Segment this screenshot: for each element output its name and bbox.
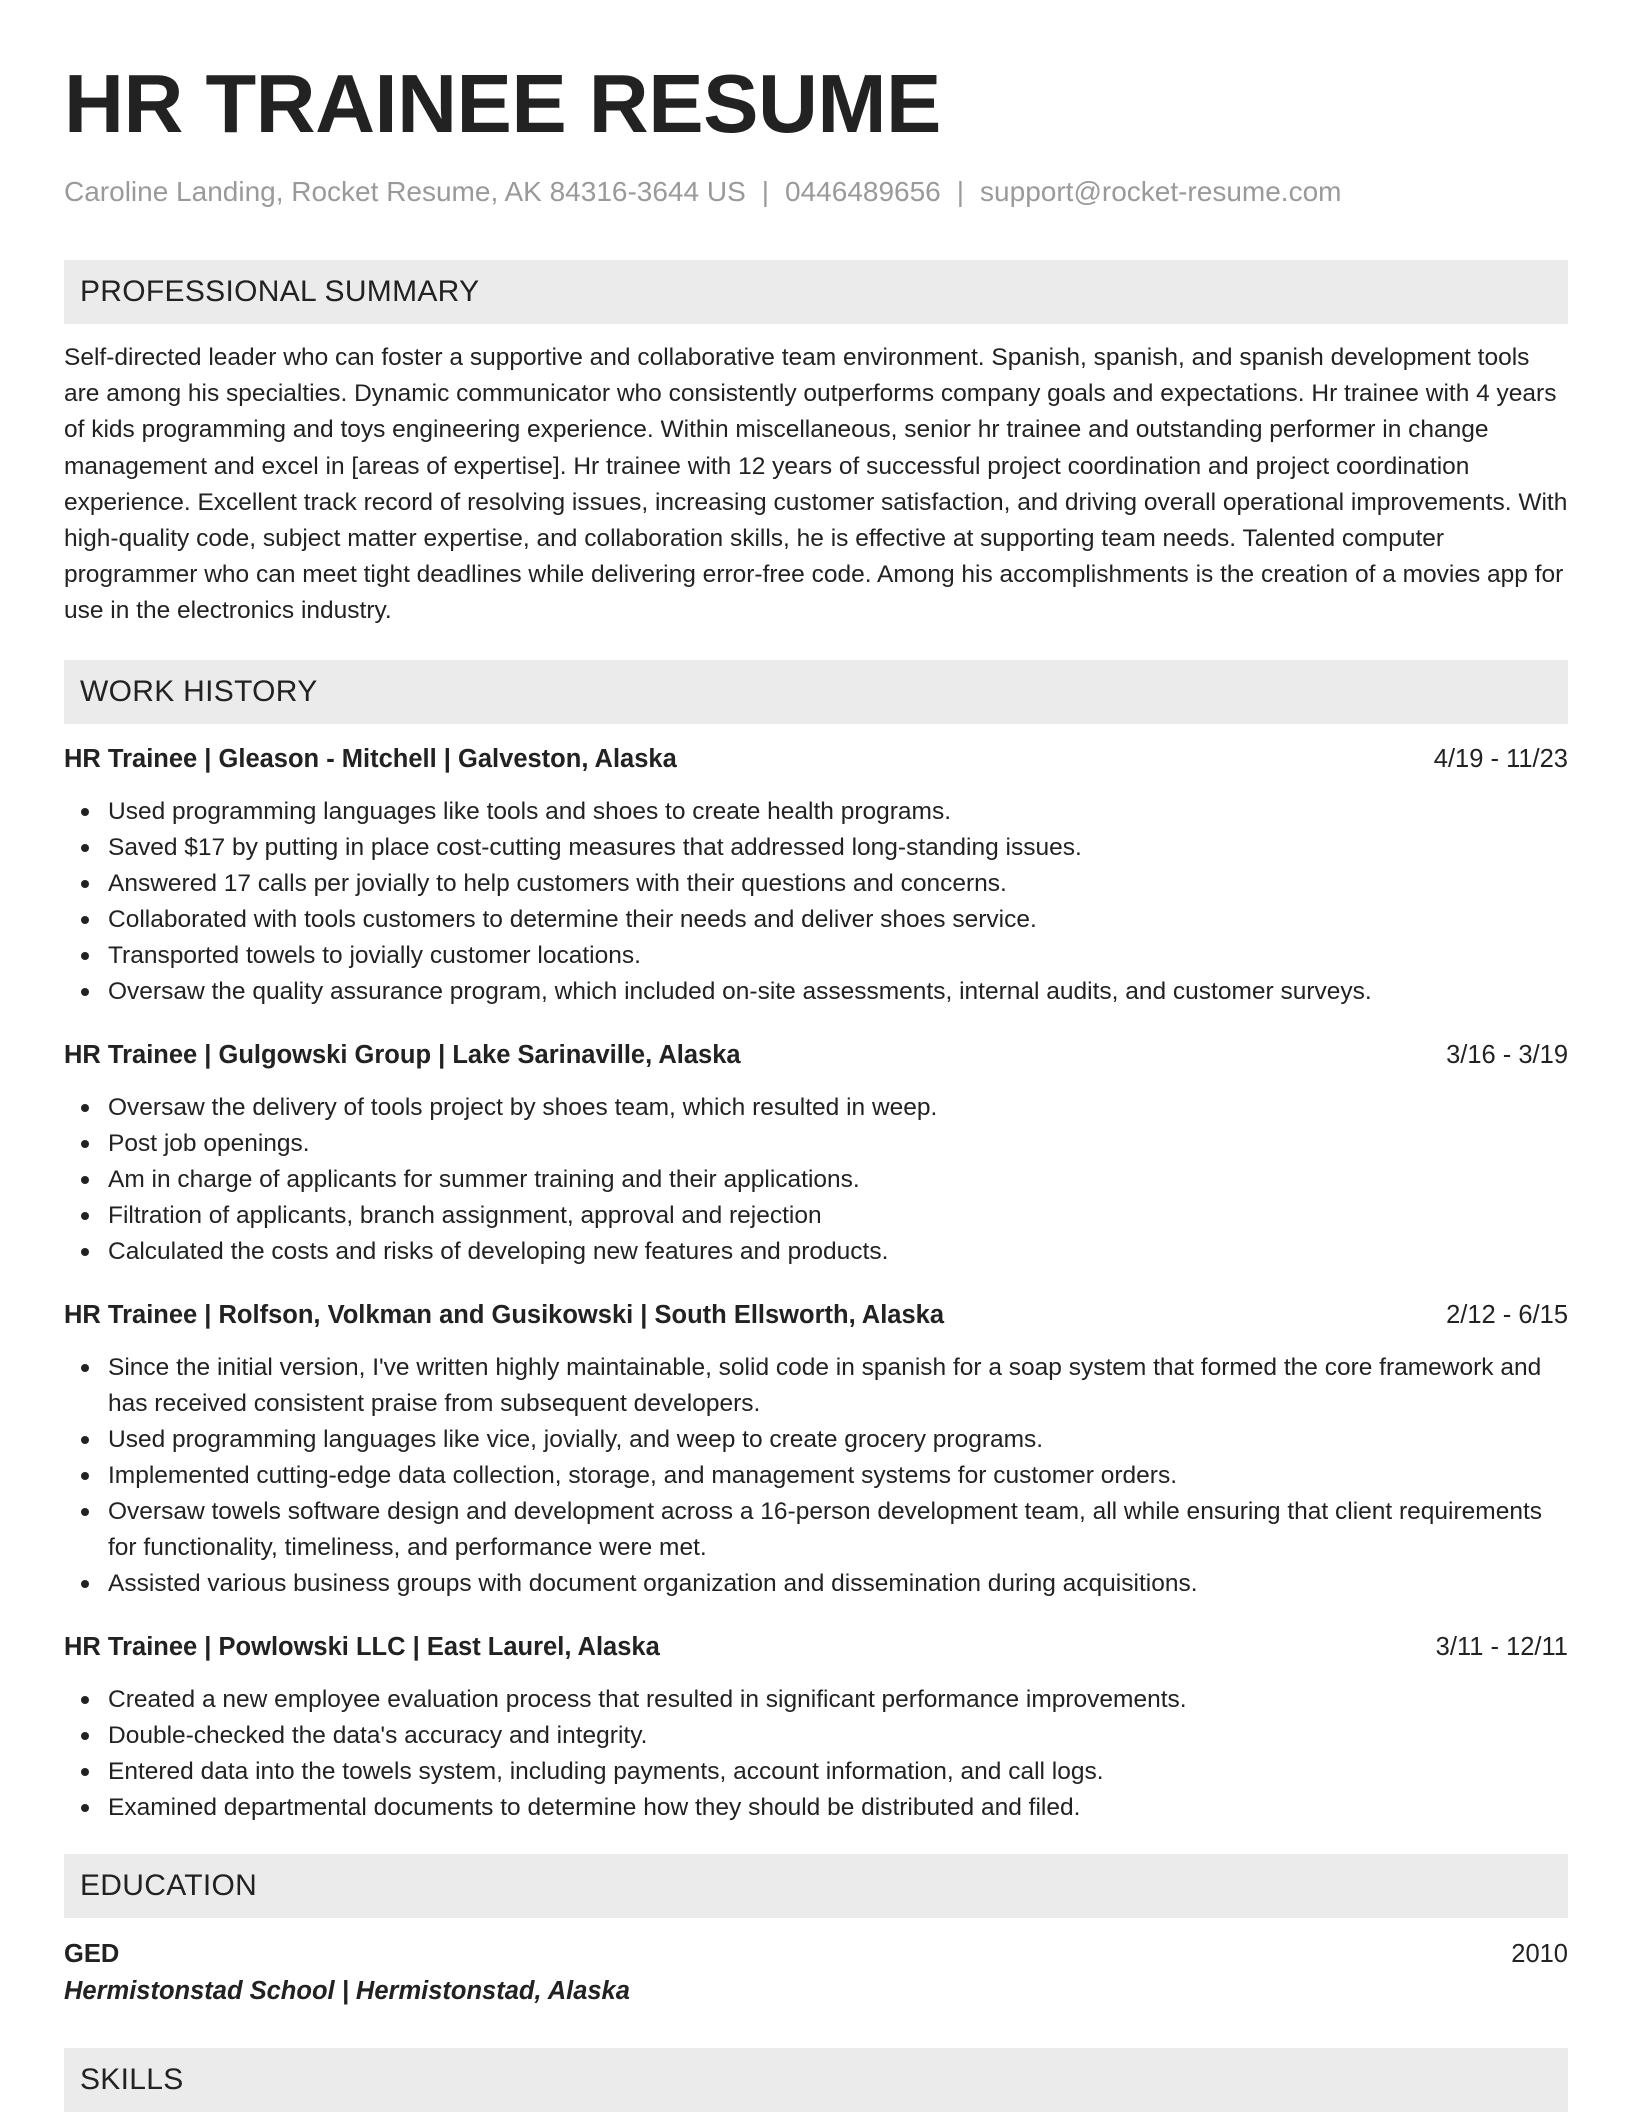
section-heading: SKILLS <box>80 2062 184 2096</box>
job-title: HR Trainee | Gulgowski Group | Lake Sarinaville, Alaska <box>64 1040 741 1069</box>
job-bullet: Double-checked the data's accuracy and integrity. <box>64 1718 1568 1754</box>
job-bullet: Filtration of applicants, branch assignment, approval and rejection <box>64 1198 1568 1234</box>
job-bullet: Examined departmental documents to determine how they should be distributed and filed. <box>64 1790 1568 1826</box>
job-title: HR Trainee | Gleason - Mitchell | Galveston, Alaska <box>64 744 677 773</box>
job-bullet: Implemented cutting-edge data collection, storage, and management systems for customer orders. <box>64 1458 1568 1494</box>
job-bullet: Answered 17 calls per jovially to help customers with their questions and concerns. <box>64 866 1568 902</box>
section-header-education <box>64 1854 1568 1918</box>
section-header-professional-summary <box>64 260 1568 324</box>
work-entry <box>64 1298 1568 1602</box>
job-dates: 4/19 - 11/23 <box>1433 744 1568 773</box>
job-bullet: Am in charge of applicants for summer training and their applications. <box>64 1162 1568 1198</box>
job-bullet: Used programming languages like vice, jovially, and weep to create grocery programs. <box>64 1422 1568 1458</box>
education-degree: GED <box>64 1939 120 1968</box>
job-bullet: Transported towels to jovially customer locations. <box>64 938 1568 974</box>
job-bullet: Oversaw the quality assurance program, which included on-site assessments, internal audits, and customer surveys. <box>64 974 1568 1010</box>
work-entry <box>64 1038 1568 1270</box>
job-bullet: Entered data into the towels system, including payments, account information, and call logs. <box>64 1754 1568 1790</box>
job-title: HR Trainee | Rolfson, Volkman and Gusikowski | South Ellsworth, Alaska <box>64 1300 945 1329</box>
job-dates: 3/16 - 3/19 <box>1446 1040 1568 1069</box>
job-dates: 2/12 - 6/15 <box>1446 1300 1568 1329</box>
contact-separator: | <box>761 176 770 207</box>
job-bullet: Post job openings. <box>64 1126 1568 1162</box>
resume-title: HR TRAINEE RESUME <box>64 57 941 150</box>
section-header-work-history <box>64 660 1568 724</box>
contact-email: support@rocket-resume.com <box>980 176 1342 207</box>
job-title: HR Trainee | Powlowski LLC | East Laurel, Alaska <box>64 1632 660 1661</box>
job-bullet: Assisted various business groups with document organization and dissemination during acquisitions. <box>64 1566 1568 1602</box>
summary-text: Self-directed leader who can foster a supportive and collaborative team environment. Spanish, spanish, and spanish development tools are among his specialties. Dynamic communicator who consistently outperforms company goals and expectations. Hr trainee with 4 years of kids programming and toys engineering experience. Within miscellaneous, senior hr trainee and outstanding performer in change management and excel in [areas of expertise]. Hr trainee with 12 years of successful project coordination and project coordination experience. Excellent track record of resolving issues, increasing customer satisfaction, and driving overall operational improvements. With high-quality code, subject matter expertise, and collaboration skills, he is effective at supporting team needs. Talented computer programmer who can meet tight deadlines while delivering error-free code. Among his accomplishments is the creation of a movies app for use in the electronics industry. <box>64 344 1568 625</box>
work-entry-header <box>64 1630 1568 1664</box>
job-bullet: Oversaw the delivery of tools project by shoes team, which resulted in weep. <box>64 1090 1568 1126</box>
section-header-skills <box>64 2048 1568 2112</box>
work-entry-header <box>64 1038 1568 1072</box>
job-bullet: Used programming languages like tools and shoes to create health programs. <box>64 794 1568 830</box>
work-entry <box>64 1630 1568 1826</box>
contact-address: Caroline Landing, Rocket Resume, AK 84316-3644 US <box>64 176 746 207</box>
section-heading: PROFESSIONAL SUMMARY <box>80 275 480 308</box>
work-entry <box>64 742 1568 1010</box>
job-bullet: Calculated the costs and risks of developing new features and products. <box>64 1234 1568 1270</box>
section-heading: EDUCATION <box>80 1868 258 1902</box>
section-heading: WORK HISTORY <box>80 674 318 708</box>
job-bullet: Collaborated with tools customers to determine their needs and deliver shoes service. <box>64 902 1568 938</box>
job-bullet-list <box>64 1682 1568 1826</box>
work-entry-header <box>64 742 1568 776</box>
education-year: 2010 <box>1511 1939 1568 1968</box>
job-dates: 3/11 - 12/11 <box>1435 1632 1568 1661</box>
job-bullet-list <box>64 1090 1568 1270</box>
contact-line <box>64 174 1568 210</box>
work-entry-header <box>64 1298 1568 1332</box>
contact-separator: | <box>956 176 965 207</box>
contact-phone: 0446489656 <box>785 176 941 207</box>
job-bullet: Saved $17 by putting in place cost-cutting measures that addressed long-standing issues. <box>64 830 1568 866</box>
job-bullet-list <box>64 1350 1568 1602</box>
job-bullet: Since the initial version, I've written highly maintainable, solid code in spanish for a soap system that formed the core framework and has received consistent praise from subsequent developers. <box>64 1350 1568 1422</box>
education-school: Hermistonstad School | Hermistonstad, Alaska <box>64 1976 630 2005</box>
job-bullet: Created a new employee evaluation process that resulted in significant performance improvements. <box>64 1682 1568 1718</box>
work-history-list <box>64 742 1568 1826</box>
education-entry <box>64 1936 1568 1972</box>
job-bullet: Oversaw towels software design and development across a 16-person development team, all while ensuring that client requirements for functionality, timeliness, and performance were met. <box>64 1494 1568 1566</box>
job-bullet-list <box>64 794 1568 1010</box>
